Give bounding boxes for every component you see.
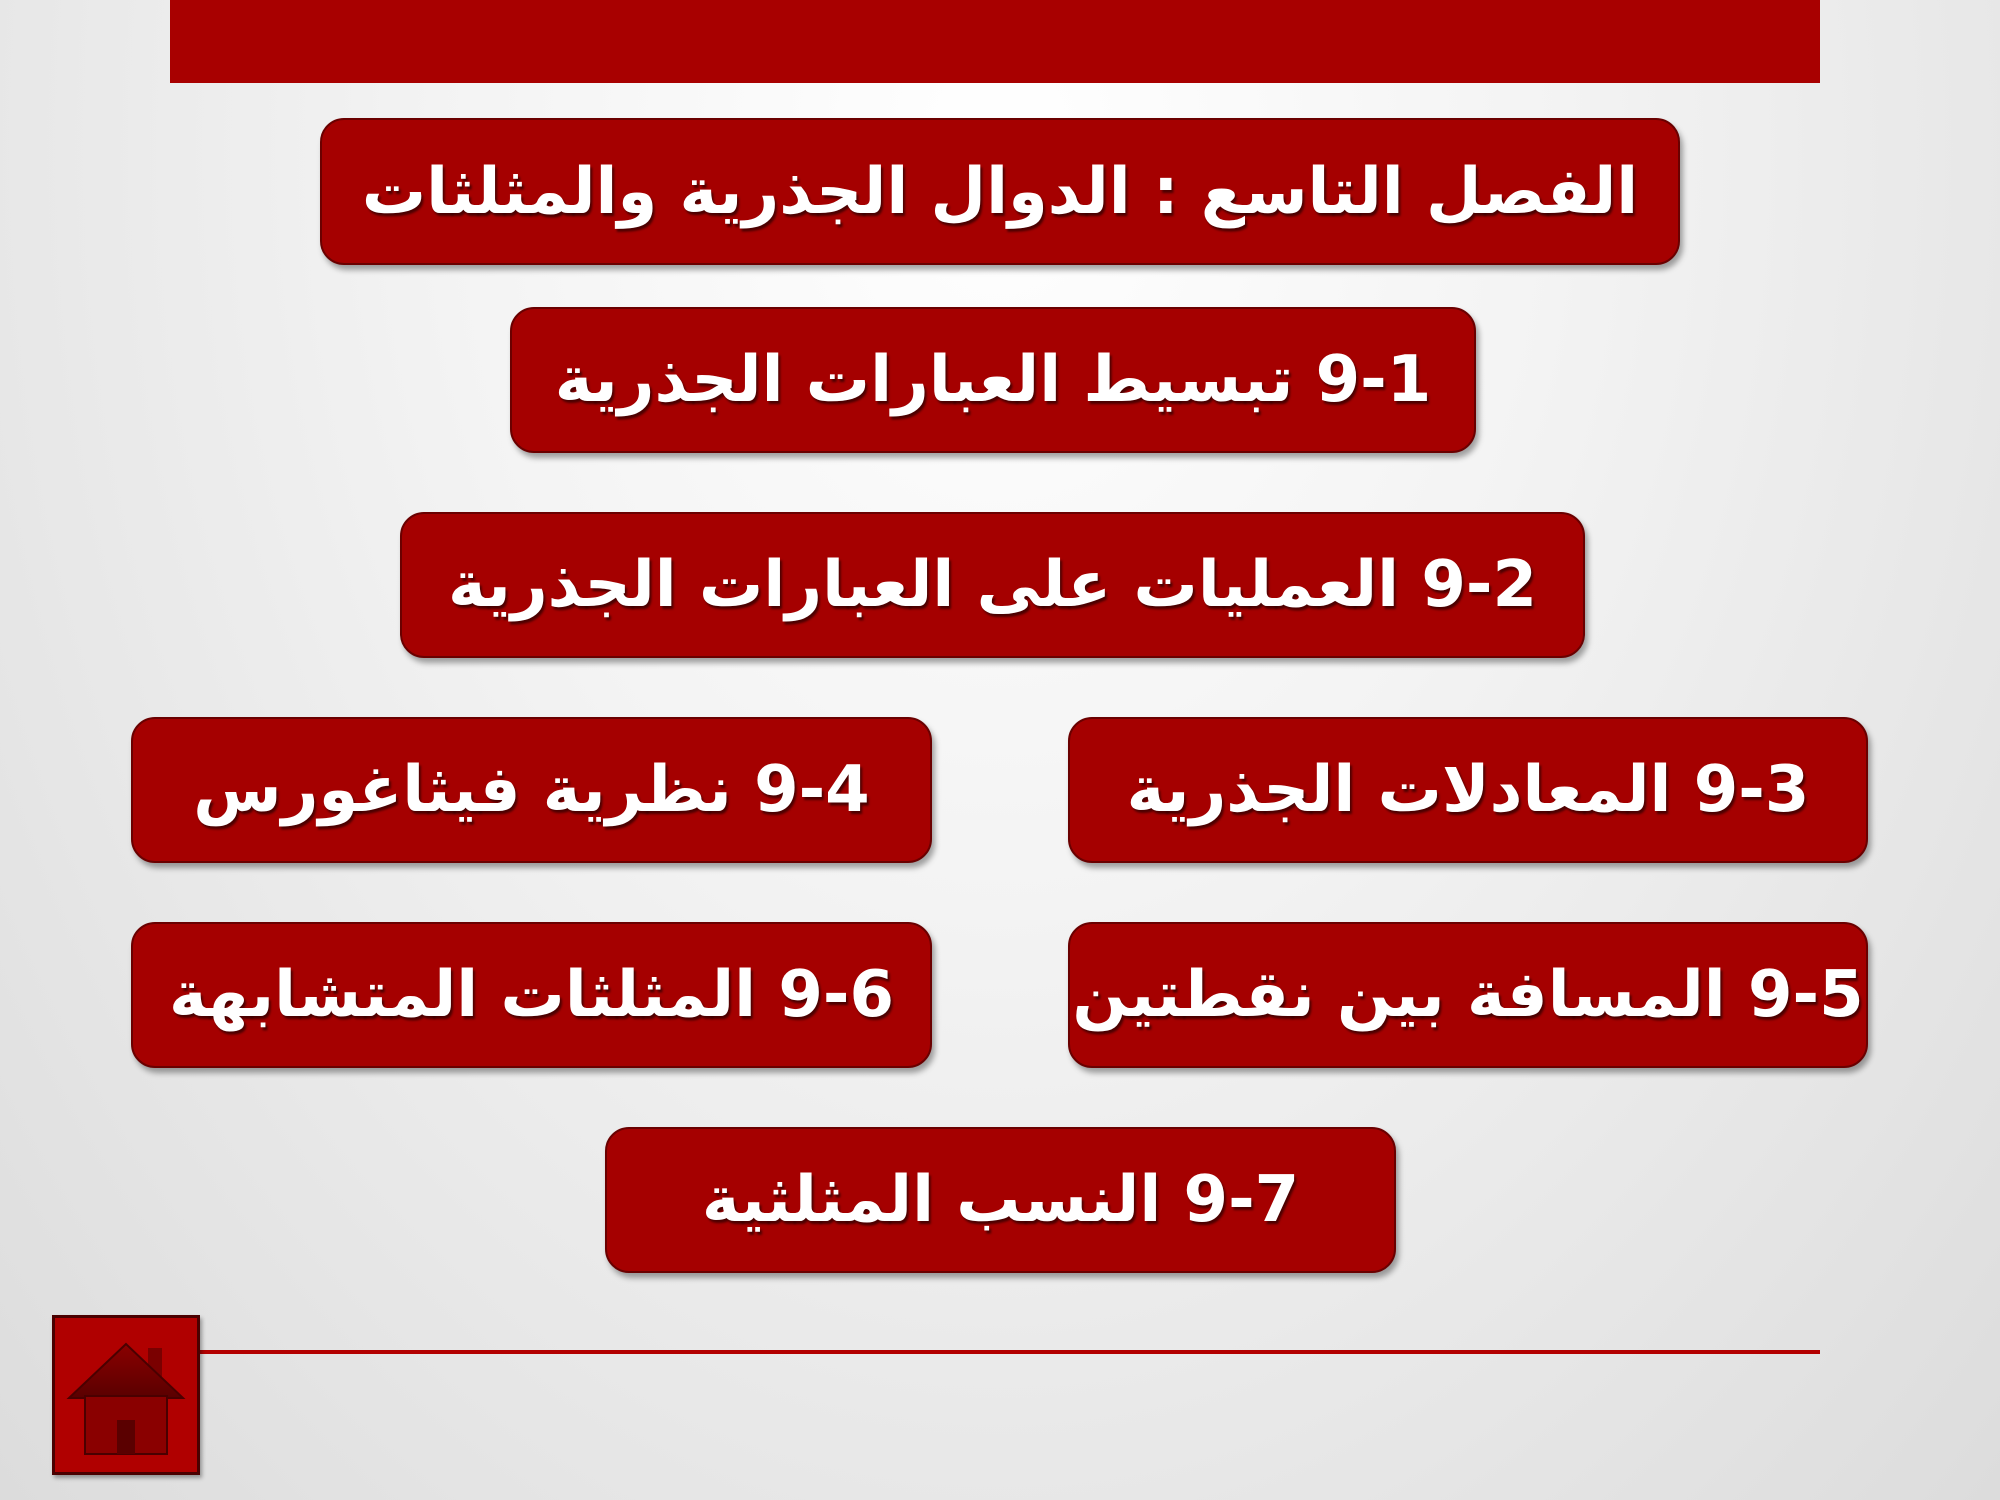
lesson-9-2-button[interactable]: [400, 512, 1585, 658]
lesson-label: 9-3 المعادلات الجذرية: [1126, 753, 1810, 827]
lesson-label: 9-4 نظرية فيثاغورس: [193, 753, 870, 827]
chapter-title: الفصل التاسع : الدوال الجذرية والمثلثات: [361, 154, 1639, 229]
chapter-title-button[interactable]: [320, 118, 1680, 265]
lesson-9-6-button[interactable]: [131, 922, 932, 1068]
lesson-label: 9-1 تبسيط العبارات الجذرية: [554, 343, 1432, 417]
lesson-9-7-button[interactable]: [605, 1127, 1396, 1273]
home-button[interactable]: [52, 1315, 200, 1475]
lesson-label: 9-2 العمليات على العبارات الجذرية: [447, 548, 1538, 622]
lesson-9-3-button[interactable]: [1068, 717, 1868, 863]
home-icon: [55, 1318, 197, 1472]
footer-divider: [198, 1350, 1820, 1354]
lesson-9-1-button[interactable]: [510, 307, 1476, 453]
lesson-9-4-button[interactable]: [131, 717, 932, 863]
lesson-label: 9-7 النسب المثلثية: [701, 1163, 1300, 1237]
lesson-label: 9-5 المسافة بين نقطتين: [1072, 958, 1864, 1032]
top-banner: [170, 0, 1820, 83]
lesson-label: 9-6 المثلثات المتشابهة: [168, 958, 895, 1032]
lesson-9-5-button[interactable]: [1068, 922, 1868, 1068]
